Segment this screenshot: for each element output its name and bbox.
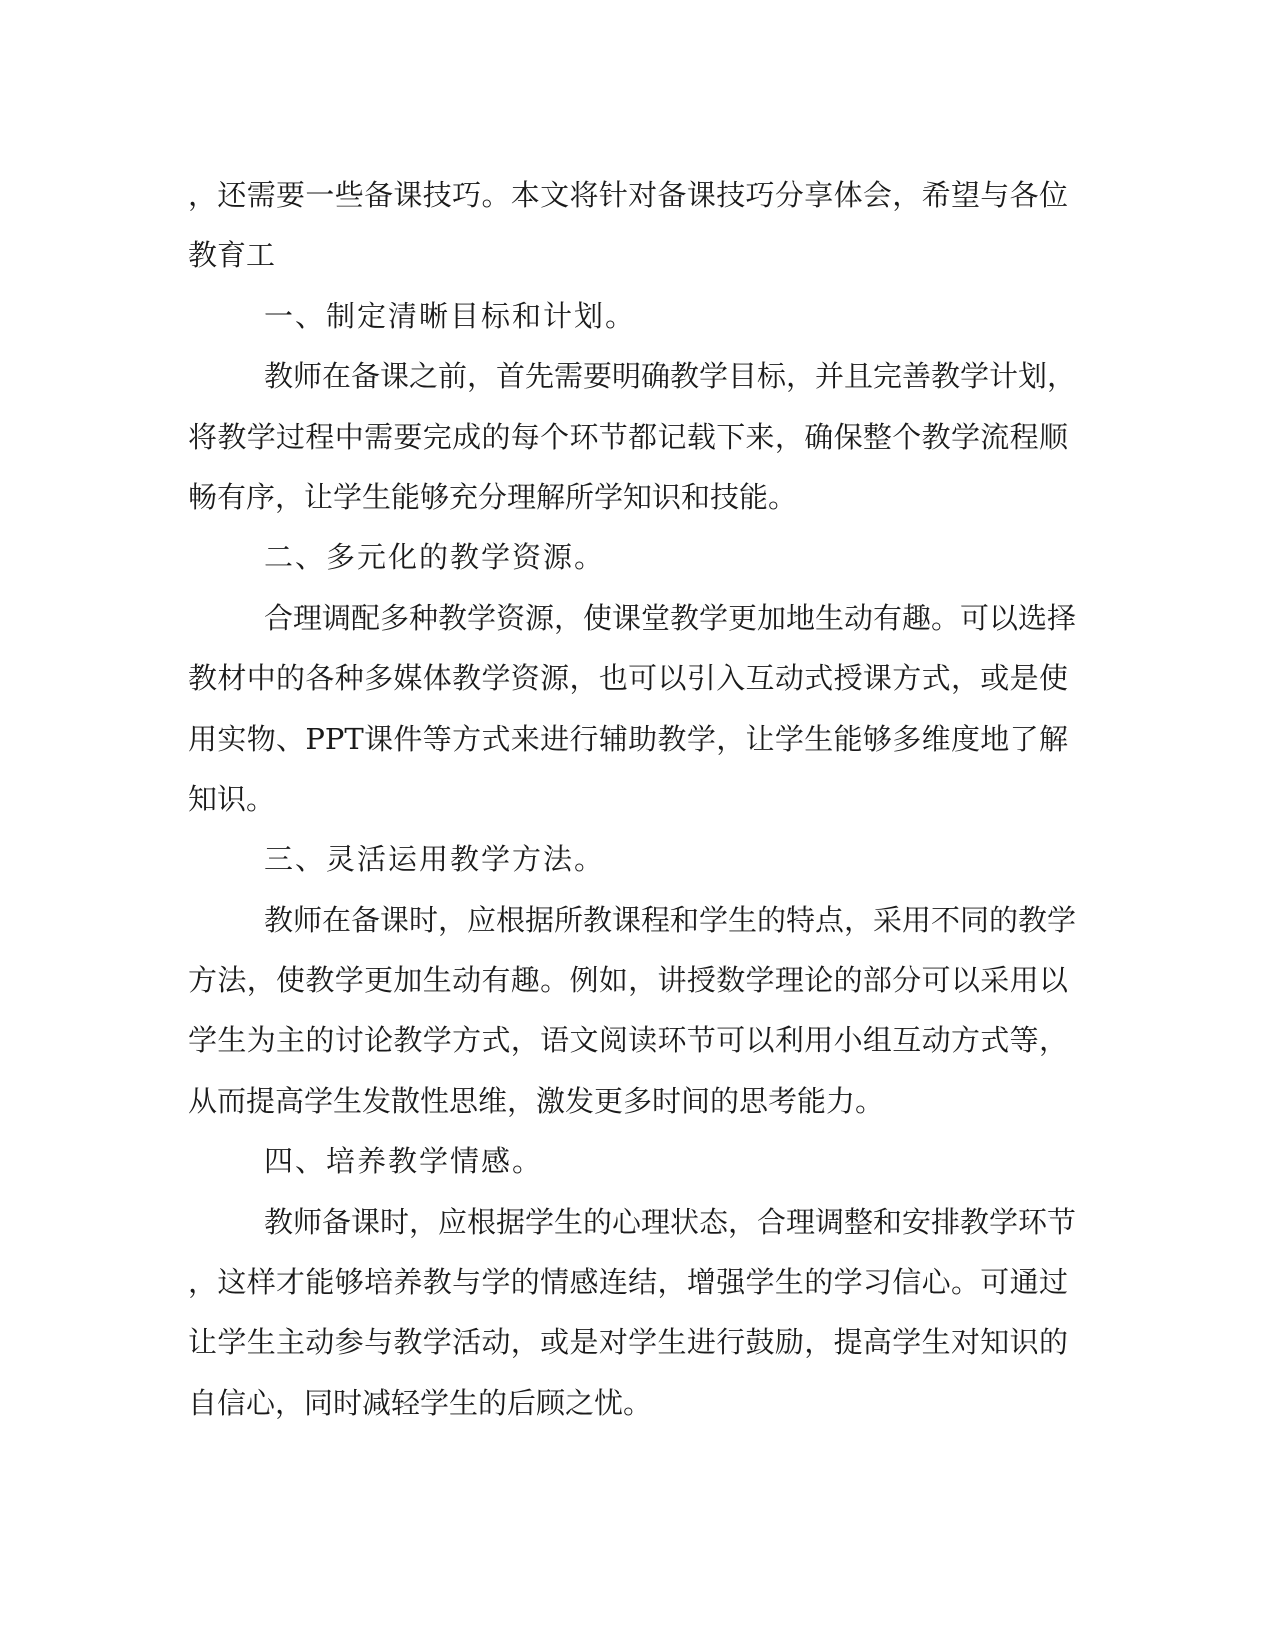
paragraph-line: 自信心，同时减轻学生的后顾之忧。 <box>188 1385 653 1420</box>
intro-line-2: 教育工 <box>188 238 276 273</box>
paragraph-line: 方法，使教学更加生动有趣。例如，讲授数学理论的部分可以采用以 <box>188 963 1068 998</box>
intro-line-1: ，还需要一些备课技巧。本文将针对备课技巧分享体会，希望与各位 <box>188 178 1068 212</box>
section-heading-3: 三、灵活运用教学方法。 <box>264 842 606 877</box>
paragraph-line: 教师在备课之前，首先需要明确教学目标，并且完善教学计划， <box>264 359 1077 394</box>
paragraph-line: 知识。 <box>188 781 276 816</box>
paragraph-line: 畅有序，让学生能够充分理解所学知识和技能。 <box>188 479 798 514</box>
paragraph-line: 教师在备课时，应根据所教课程和学生的特点，采用不同的教学 <box>264 902 1077 937</box>
document-body <box>188 165 1077 1433</box>
paragraph-line: 教材中的各种多媒体教学资源，也可以引入互动式授课方式，或是使 <box>188 661 1068 696</box>
section-heading-2: 二、多元化的教学资源。 <box>264 540 606 575</box>
section-heading-4: 四、培养教学情感。 <box>264 1144 544 1179</box>
paragraph-line: 从而提高学生发散性思维，激发更多时间的思考能力。 <box>188 1083 885 1118</box>
paragraph-line: ，这样才能够培养教与学的情感连结，增强学生的学习信心。可通过 <box>188 1265 1068 1300</box>
paragraph-line: 教师备课时，应根据学生的心理状态，合理调整和安排教学环节 <box>264 1204 1077 1239</box>
paragraph-line: 用实物、PPT课件等方式来进行辅助教学，让学生能够多维度地了解 <box>188 721 1068 756</box>
paragraph-line: 合理调配多种教学资源，使课堂教学更加地生动有趣。可以选择 <box>264 600 1077 635</box>
paragraph-line: 将教学过程中需要完成的每个环节都记载下来，确保整个教学流程顺 <box>188 419 1068 454</box>
paragraph-line: 让学生主动参与教学活动，或是对学生进行鼓励，提高学生对知识的 <box>188 1325 1068 1360</box>
paragraph-line: 学生为主的讨论教学方式，语文阅读环节可以利用小组互动方式等， <box>188 1023 1068 1058</box>
section-heading-1: 一、制定清晰目标和计划。 <box>264 298 637 333</box>
